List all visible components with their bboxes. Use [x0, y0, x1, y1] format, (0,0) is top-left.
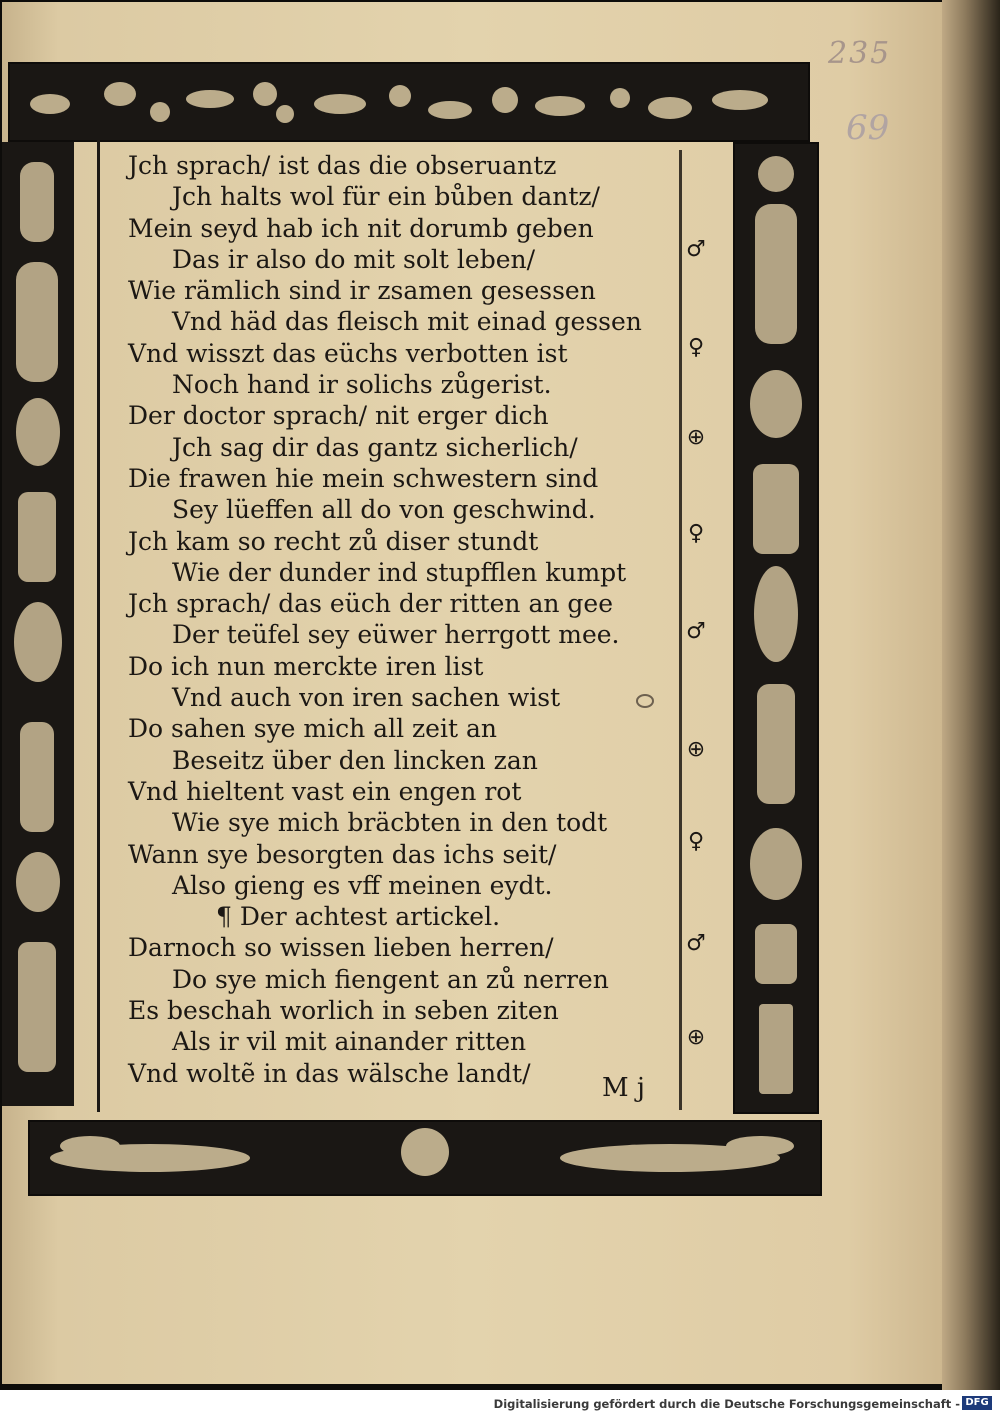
venus-symbol: ♀	[687, 521, 705, 546]
verse-line: Vnd häd das fleisch mit einad gessen	[172, 307, 642, 337]
verse-line: Vnd hieltent vast ein engen rot	[128, 776, 522, 806]
woodcut-border-top	[8, 62, 810, 142]
verse-line: Jch sprach/ ist das die obseruantz	[128, 151, 557, 180]
page-edge	[942, 0, 1000, 1390]
verse-line: Darnoch so wissen lieben herren/	[128, 933, 554, 963]
verse-line: Jch sag dir das gantz sicherlich/	[172, 432, 578, 462]
dfg-logo: DFG	[962, 1396, 992, 1410]
digitization-credit: Digitalisierung gefördert durch die Deutsche Forschungsgemeinschaft -	[493, 1397, 960, 1411]
verse-line: Vnd wisszt das eüchs verbotten ist	[128, 338, 568, 368]
marginal-dot	[636, 694, 654, 708]
verse-line: Beseitz über den lincken zan	[172, 745, 538, 775]
section-heading: ¶ Der achtest artickel.	[216, 902, 501, 932]
mars-symbol: ♂	[686, 931, 706, 956]
verse-line: Der teüfel sey eüwer herrgott mee.	[172, 620, 620, 650]
earth-symbol: ⊕	[686, 425, 706, 450]
verse-line: Also gieng es vff meinen eydt.	[172, 870, 553, 900]
verse-line: Do ich nun merckte iren list	[128, 651, 484, 681]
folio-number-secondary: 69	[846, 108, 890, 148]
verse-line: Mein seyd hab ich nit dorumb geben	[128, 213, 594, 243]
verse-line: Wann sye besorgten das ichs seit/	[128, 839, 557, 869]
verse-line: Als ir vil mit ainander ritten	[172, 1027, 527, 1057]
venus-symbol: ♀	[687, 335, 705, 360]
verse-line: Vnd auch von iren sachen wist	[172, 683, 561, 713]
mars-symbol: ♂	[686, 237, 706, 262]
verse-line: Die frawen hie mein schwestern sind	[128, 463, 599, 493]
woodcut-border-left	[2, 142, 74, 1106]
venus-symbol: ♀	[687, 829, 705, 854]
verse-line: Der doctor sprach/ nit erger dich	[128, 401, 549, 431]
verse-line: Do sye mich fiengent an zů nerren	[172, 964, 609, 994]
verse-line: Jch sprach/ das eüch der ritten an gee	[128, 589, 613, 619]
verse-line: Wie der dunder ind stupfflen kumpt	[172, 557, 627, 587]
signature-mark: M j	[602, 1073, 645, 1103]
verse-line: Jch kam so recht zů diser stundt	[128, 526, 539, 556]
verse-line: Vnd woltẽ in das wälsche landt/	[128, 1058, 531, 1088]
verse-line: Sey lüeffen all do von geschwind.	[172, 495, 596, 525]
verse-line: Noch hand ir solichs zůgerist.	[172, 370, 552, 400]
mars-symbol: ♂	[686, 619, 706, 644]
earth-symbol: ⊕	[686, 737, 706, 762]
folio-number: 235	[828, 36, 892, 71]
verse-line: Das ir also do mit solt leben/	[172, 244, 536, 274]
verse-line: Wie sye mich bräcbten in den todt	[172, 808, 608, 838]
woodcut-border-bottom	[28, 1120, 822, 1196]
verse-line: Wie rämlich sind ir zsamen gesessen	[128, 276, 596, 306]
woodcut-border-right	[733, 142, 819, 1114]
verse-block	[128, 150, 688, 1089]
verse-line: Es beschah worlich in seben ziten	[128, 996, 559, 1026]
verse-line: Do sahen sye mich all zeit an	[128, 714, 497, 744]
earth-symbol: ⊕	[686, 1025, 706, 1050]
verse-line: Jch halts wol für ein bůben dantz/	[172, 182, 600, 212]
